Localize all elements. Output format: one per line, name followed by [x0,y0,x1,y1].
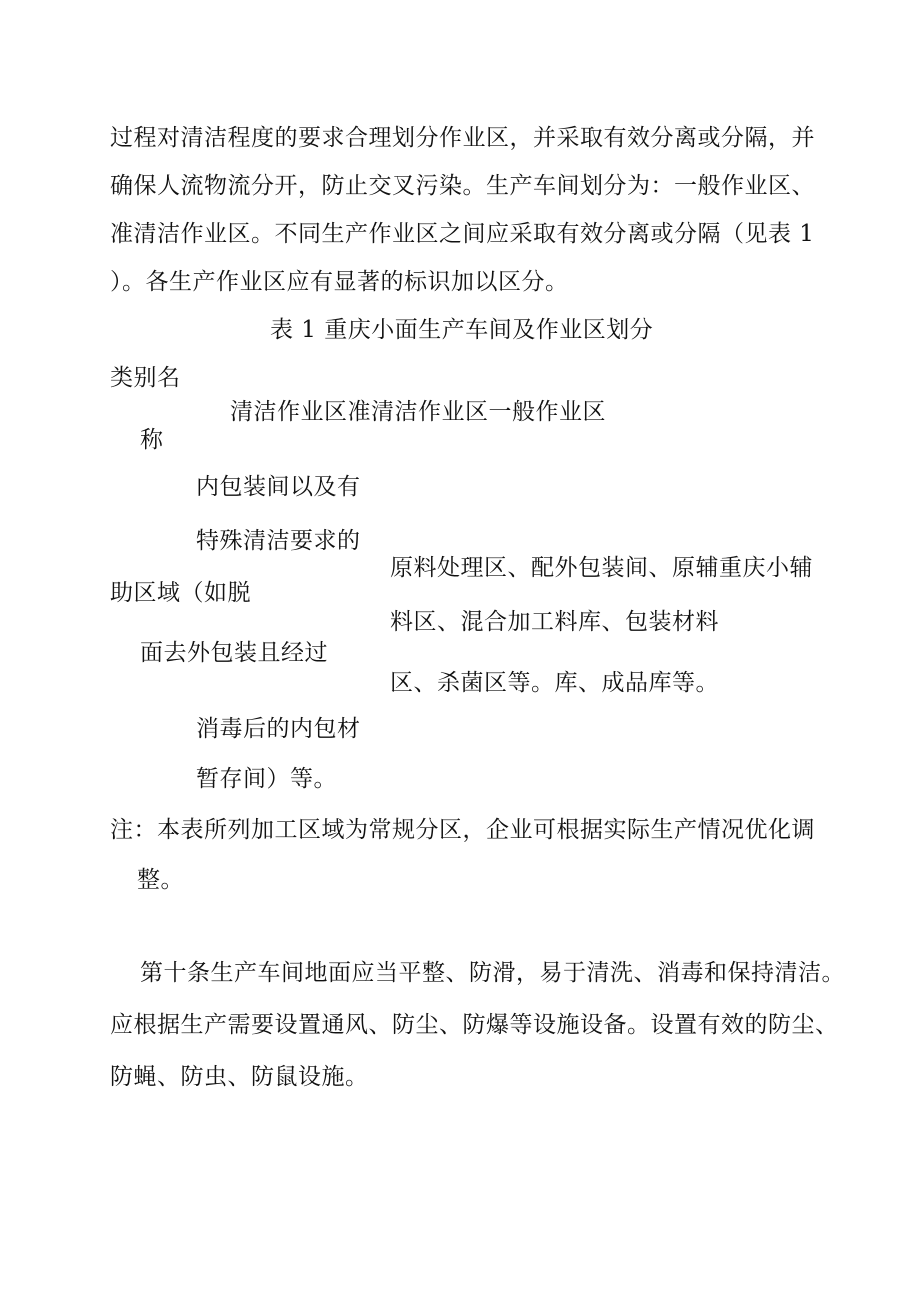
intro-line-2: 确保人流物流分开，防止交叉污染。生产车间划分为：一般作业区、 [110,173,815,199]
intro-line-4: ）。各生产作业区应有显著的标识加以区分。 [110,269,569,295]
clean-area-line-5: 消毒后的内包材 [196,716,361,742]
clean-area-line-2: 特殊清洁要求的 [196,528,361,554]
article-10-line-1: 第十条生产车间地面应当平整、防滑，易于清洗、消毒和保持清洁。 [140,960,845,986]
clean-area-line-1: 内包装间以及有 [196,474,361,500]
table-header-label-line-2: 称 [140,427,164,453]
intro-line-3: 准清洁作业区。不同生产作业区之间应采取有效分离或分隔（见表 1 [110,221,815,247]
table-header-columns: 清洁作业区准清洁作业区一般作业区 [230,399,606,425]
clean-area-line-4: 面去外包装且经过 [140,640,328,666]
clean-area-line-6: 暂存间）等。 [196,766,337,792]
article-10-line-2: 应根据生产需要设置通风、防尘、防爆等设施设备。设置有效的防尘、 [110,1012,839,1038]
other-areas-line-3: 区、杀菌区等。库、成品库等。 [390,670,719,696]
clean-area-line-3: 助区域（如脱 [110,580,251,606]
intro-line-1: 过程对清洁程度的要求合理划分作业区，并采取有效分离或分隔，并 [110,125,815,151]
article-10-line-3: 防蝇、防虫、防鼠设施。 [110,1064,369,1090]
table-note-line-2: 整。 [137,867,184,893]
other-areas-line-2: 料区、混合加工料库、包装材料 [390,609,719,635]
table-note-line-1: 注：本表所列加工区域为常规分区，企业可根据实际生产情况优化调 [110,817,815,843]
other-areas-line-1: 原料处理区、配外包装间、原辅重庆小辅 [390,555,813,581]
table-caption: 表 1 重庆小面生产车间及作业区划分 [270,317,654,343]
table-header-label-line-1: 类别名 [110,365,181,391]
